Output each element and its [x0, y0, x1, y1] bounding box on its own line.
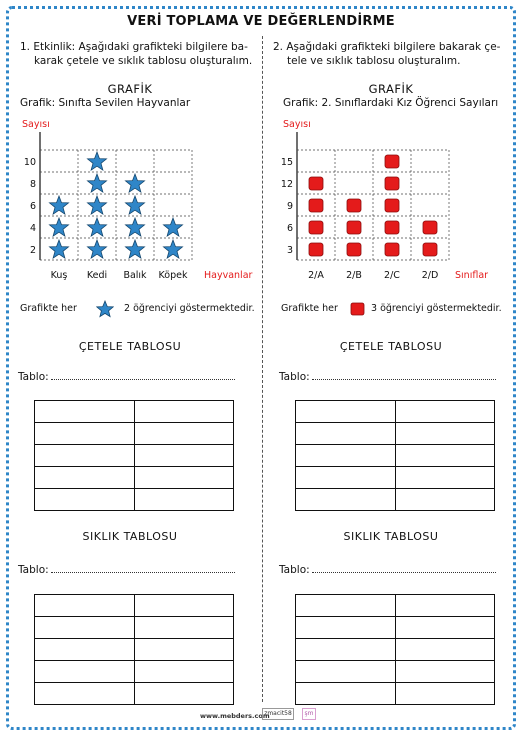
- table-cell[interactable]: [134, 401, 234, 423]
- table-cell[interactable]: [35, 445, 135, 467]
- star-icon: [49, 218, 68, 236]
- star-icon: [87, 240, 106, 258]
- table-cell[interactable]: [134, 423, 234, 445]
- table-row: [296, 683, 495, 705]
- table-cell[interactable]: [395, 683, 495, 705]
- x-tick-label: 2/D: [421, 270, 439, 281]
- table-row: [296, 445, 495, 467]
- right-graph-heading: GRAFİK: [368, 82, 414, 96]
- table-row: [296, 617, 495, 639]
- y-tick-label: 8: [29, 179, 36, 190]
- table-cell[interactable]: [296, 595, 396, 617]
- y-tick-label: 3: [286, 245, 293, 256]
- right-cetele-tablo-line: [279, 370, 515, 383]
- square-icon: [347, 221, 361, 234]
- square-icon: [347, 199, 361, 212]
- star-icon: [125, 196, 144, 214]
- table-cell[interactable]: [296, 639, 396, 661]
- footer-mark: şm: [302, 708, 316, 720]
- right-siklik-tablo-line: [279, 563, 515, 576]
- table-cell[interactable]: [395, 489, 495, 511]
- right-cetele-table: [295, 400, 495, 511]
- right-instruction: [273, 40, 511, 68]
- table-cell[interactable]: [395, 595, 495, 617]
- right-cetele-tablo-label: Tablo:: [279, 371, 310, 383]
- y-axis-label: Sayısı: [22, 119, 50, 130]
- table-cell[interactable]: [395, 467, 495, 489]
- x-tick-label: Köpek: [158, 270, 188, 281]
- table-cell[interactable]: [35, 467, 135, 489]
- page-title: VERİ TOPLAMA VE DEĞERLENDİRME: [127, 14, 395, 29]
- star-icon: [96, 300, 114, 318]
- left-siklik-title: SIKLIK TABLOSU: [82, 530, 178, 543]
- table-cell[interactable]: [134, 617, 234, 639]
- table-row: [35, 445, 234, 467]
- square-icon: [385, 177, 399, 190]
- table-cell[interactable]: [395, 639, 495, 661]
- table-cell[interactable]: [35, 423, 135, 445]
- table-row: [35, 489, 234, 511]
- table-row: [35, 595, 234, 617]
- y-tick-label: 4: [29, 223, 36, 234]
- left-legend-prefix: Grafikte her: [20, 303, 77, 314]
- table-cell[interactable]: [134, 445, 234, 467]
- table-row: [296, 595, 495, 617]
- right-instruction-line1: 2. Aşağıdaki grafikteki bilgilere bakarak çe-: [273, 41, 501, 53]
- table-cell[interactable]: [134, 467, 234, 489]
- table-row: [35, 639, 234, 661]
- star-icon: [87, 174, 106, 192]
- table-cell[interactable]: [35, 617, 135, 639]
- table-row: [296, 423, 495, 445]
- table-cell[interactable]: [296, 617, 396, 639]
- table-cell[interactable]: [35, 401, 135, 423]
- table-cell[interactable]: [395, 661, 495, 683]
- right-legend-suffix: 3 öğrenciyi göstermektedir.: [371, 303, 502, 314]
- y-tick-label: 12: [280, 179, 293, 190]
- right-cetele-title: ÇETELE TABLOSU: [339, 340, 443, 353]
- table-row: [35, 467, 234, 489]
- right-legend: [281, 300, 521, 320]
- left-graph-heading: GRAFİK: [107, 82, 153, 96]
- x-tick-label: Balık: [123, 270, 147, 281]
- table-row: [296, 639, 495, 661]
- square-icon: [347, 243, 361, 256]
- right-siklik-title: SIKLIK TABLOSU: [343, 530, 439, 543]
- left-cetele-tablo-label: Tablo:: [18, 371, 49, 383]
- right-column: [261, 0, 521, 736]
- right-instruction-line2: tele ve sıklık tablosu oluşturalım.: [287, 55, 461, 67]
- square-icon: [385, 221, 399, 234]
- star-icon: [163, 218, 182, 236]
- table-cell[interactable]: [296, 683, 396, 705]
- left-pictograph: [0, 110, 260, 300]
- table-row: [35, 617, 234, 639]
- left-cetele-title: ÇETELE TABLOSU: [78, 340, 182, 353]
- left-cetele-tablo-blank[interactable]: [51, 370, 235, 380]
- left-instruction: [20, 40, 258, 68]
- right-pictograph: [261, 110, 521, 300]
- left-legend-suffix: 2 öğrenciyi göstermektedir.: [124, 303, 255, 314]
- table-row: [35, 401, 234, 423]
- table-row: [35, 661, 234, 683]
- table-cell[interactable]: [296, 401, 396, 423]
- left-siklik-table: [34, 594, 234, 705]
- x-tick-label: Kuş: [50, 270, 68, 281]
- table-cell[interactable]: [395, 445, 495, 467]
- table-cell[interactable]: [134, 683, 234, 705]
- table-row: [35, 683, 234, 705]
- table-cell[interactable]: [35, 683, 135, 705]
- y-tick-label: 6: [286, 223, 293, 234]
- square-icon: [309, 199, 323, 212]
- star-icon: [125, 240, 144, 258]
- star-icon: [49, 240, 68, 258]
- table-row: [296, 401, 495, 423]
- table-cell[interactable]: [296, 467, 396, 489]
- table-cell[interactable]: [35, 489, 135, 511]
- square-icon: [385, 243, 399, 256]
- table-row: [35, 423, 234, 445]
- square-icon: [385, 155, 399, 168]
- x-tick-label: 2/B: [346, 270, 362, 281]
- table-cell[interactable]: [134, 661, 234, 683]
- table-cell[interactable]: [35, 595, 135, 617]
- square-icon: [385, 199, 399, 212]
- left-graph-title: Grafik: Sınıfta Sevilen Hayvanlar: [20, 97, 191, 109]
- square-icon: [423, 221, 437, 234]
- right-cetele-tablo-blank[interactable]: [312, 370, 496, 380]
- table-row: [296, 661, 495, 683]
- y-tick-label: 6: [29, 201, 36, 212]
- star-icon: [163, 240, 182, 258]
- left-siklik-tablo-label: Tablo:: [18, 564, 49, 576]
- footer-badge: zmacit58: [262, 708, 294, 720]
- y-tick-label: 15: [280, 157, 293, 168]
- left-legend: [20, 300, 260, 320]
- table-row: [296, 467, 495, 489]
- square-icon: [309, 221, 323, 234]
- star-icon: [125, 174, 144, 192]
- table-cell[interactable]: [296, 445, 396, 467]
- left-siklik-tablo-blank[interactable]: [51, 563, 235, 573]
- footer-site-text: www.mebders.com: [200, 712, 270, 720]
- left-instruction-line1: 1. Etkinlik: Aşağıdaki grafikteki bilgilere ba-: [20, 41, 248, 53]
- x-tick-label: Kedi: [86, 270, 108, 281]
- star-icon: [87, 152, 106, 170]
- star-icon: [125, 218, 144, 236]
- left-siklik-tablo-line: [18, 563, 254, 576]
- table-row: [296, 489, 495, 511]
- y-tick-label: 10: [23, 157, 36, 168]
- star-icon: [87, 218, 106, 236]
- table-cell[interactable]: [134, 595, 234, 617]
- y-tick-label: 9: [286, 201, 293, 212]
- table-cell[interactable]: [395, 401, 495, 423]
- left-instruction-line2: karak çetele ve sıklık tablosu oluşturalım.: [34, 55, 253, 67]
- square-icon: [309, 243, 323, 256]
- x-tick-label: 2/A: [308, 270, 324, 281]
- star-icon: [87, 196, 106, 214]
- table-cell[interactable]: [296, 489, 396, 511]
- table-cell[interactable]: [395, 423, 495, 445]
- right-siklik-tablo-blank[interactable]: [312, 563, 496, 573]
- right-siklik-table: [295, 594, 495, 705]
- left-cetele-tablo-line: [18, 370, 254, 383]
- left-column: [0, 0, 260, 736]
- x-axis-label: Sınıflar: [455, 270, 489, 281]
- table-cell[interactable]: [134, 489, 234, 511]
- table-cell[interactable]: [296, 423, 396, 445]
- y-tick-label: 2: [29, 245, 36, 256]
- right-graph-title: Grafik: 2. Sınıflardaki Kız Öğrenci Sayıları: [283, 97, 499, 109]
- x-tick-label: 2/C: [384, 270, 400, 281]
- left-cetele-table: [34, 400, 234, 511]
- table-cell[interactable]: [134, 639, 234, 661]
- table-cell[interactable]: [35, 639, 135, 661]
- square-icon: [309, 177, 323, 190]
- table-cell[interactable]: [296, 661, 396, 683]
- right-legend-prefix: Grafikte her: [281, 303, 338, 314]
- table-cell[interactable]: [395, 617, 495, 639]
- star-icon: [49, 196, 68, 214]
- table-cell[interactable]: [35, 661, 135, 683]
- square-icon: [423, 243, 437, 256]
- x-axis-label: Hayvanlar: [204, 270, 253, 281]
- y-axis-label: Sayısı: [283, 119, 311, 130]
- right-siklik-tablo-label: Tablo:: [279, 564, 310, 576]
- square-icon: [349, 300, 367, 318]
